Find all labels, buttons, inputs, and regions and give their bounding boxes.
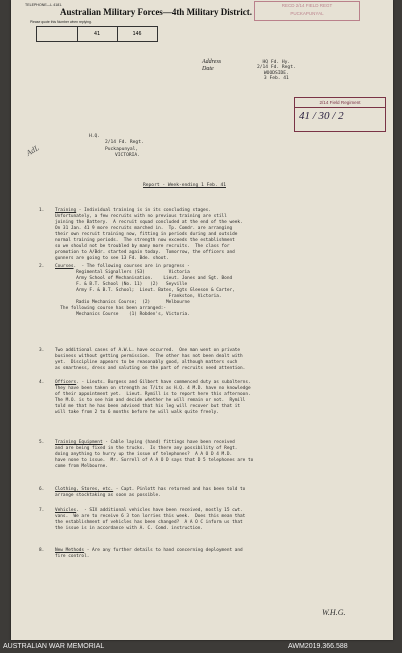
date-label: Date [202, 66, 214, 72]
section-line: vans. We are to receive 6 3 ton lorries this week. Does this mean that [55, 514, 246, 520]
report-section [39, 380, 251, 416]
reference-cell-empty [37, 27, 78, 41]
section-heading: New Methods [55, 548, 85, 553]
telephone-line: TELEPHONE—L 4181. [25, 3, 63, 7]
regiment-file-stamp [294, 97, 386, 132]
section-number: 6. [39, 487, 45, 492]
address-line: HQ Fd. Hy. [262, 60, 291, 65]
section-line: Unfortunately, a few recruits with no previous training are still [55, 214, 227, 220]
section-line: have none to issue. Mr. Sorrell of A A O D says that D 5 telephones are to [55, 458, 254, 464]
regiment-stamp-reference: 41 / 30 / 2 [299, 110, 344, 122]
section-line: so we should not be troubled by many more recruits. The class for [55, 244, 230, 250]
report-section [39, 487, 246, 499]
section-number: 1. [39, 208, 45, 213]
section-line-text: - Individual training is in its concluding stages. [76, 208, 211, 213]
recipient-line: H.Q. [89, 134, 101, 139]
section-number: 3. [39, 348, 45, 353]
section-line: Frankston, Victoria. [55, 294, 222, 300]
section-line-text: - Are any further details to hand concerning deployment and [84, 548, 243, 553]
section-line: arrange stocktaking as soon as possible. [55, 493, 161, 499]
section-line: Mechanics Course (1) Robden's, Victoria. [55, 312, 190, 318]
reference-number-box [36, 26, 158, 42]
report-section [39, 440, 254, 470]
address-line: WOODSIDE. [263, 70, 289, 76]
section-line-text: . - SIX additional vehicles have been received, mostly 15 cwt. [76, 508, 243, 513]
received-stamp [254, 1, 360, 21]
section-line: They have been taken on strength as T/Lts as H.Q. 4 M.D. have no knowledge [55, 386, 251, 392]
section-line: normal training periods. The strength now exceeds the establishment [55, 238, 235, 244]
section-line: joining the Battery. A recruit squad concluded at the end of the week. [55, 220, 243, 226]
address-line: 2/14 Fd. Regt. [257, 65, 296, 71]
signature: W.H.G. [322, 608, 346, 617]
section-heading: Vehicles [55, 508, 77, 513]
reference-cell-b: 146 [132, 31, 142, 37]
section-line: Army School of Mechanisation. Lieut. Jones and Sgt. Bond [55, 276, 233, 282]
section-line-text: . - The following courses are in progress - [73, 264, 190, 269]
section-heading: Clothing, Stores, etc. [55, 487, 114, 492]
archive-credit: AUSTRALIAN WAR MEMORIAL [3, 643, 105, 650]
section-line: On 31 Jan. 41 9 more recruits marched in. Tp. Comdr. are arranging [55, 226, 233, 232]
section-line: gunners are going to see 13 Fd. Bde. shoot. [55, 256, 169, 262]
section-line-text: - Cable laying (hand) fittings have been received [102, 440, 235, 445]
section-heading: Training [55, 208, 77, 213]
section-line: will take from 2 to 6 months before he will walk quite freely. [55, 410, 219, 416]
received-stamp-line2: PUCKAPUNYAL [290, 11, 324, 16]
section-line: Two additional cases of A.W.L. have occurred. One man went on private [55, 348, 241, 353]
section-line: fire control. [55, 554, 90, 560]
section-heading: Training Equipment [55, 440, 103, 445]
section-line-text: . - Lieuts. Burgess and Gilbert have commenced duty as subalterns. [76, 380, 251, 385]
section-line: promotion to A/Bdr. started again today. Tomorrow, the officers and [55, 250, 235, 256]
section-number: 4. [39, 380, 45, 385]
recipient-line: 2/14 Fd. Regt. [105, 140, 144, 146]
section-line: and are being fixed in the trucks. Is there any possibility of Regt. [55, 446, 238, 452]
report-section [39, 508, 246, 532]
received-stamp-line1: RECD 2/14 FIELD REGT [281, 3, 333, 8]
report-section [39, 548, 243, 560]
report-section [39, 264, 235, 318]
section-heading: Officers [55, 380, 77, 385]
section-line: yet. Discipline appears to be reasonably good, although matters such [55, 360, 238, 366]
section-line: business without getting permission. The other has not been dealt with [55, 354, 243, 360]
section-line: doing anything to hurry up the issue of telephones? A A O D 4 M.D. [55, 452, 233, 458]
section-heading: Courses [55, 264, 74, 269]
section-line: the establishment of vehicles has been changed? A A O C inform us that [55, 520, 243, 526]
document-page [11, 0, 393, 640]
regiment-stamp-title: 2/14 Field Regiment [295, 98, 385, 108]
address-line: 3 Feb. 41 [263, 76, 289, 82]
handwritten-initials: AdL [24, 143, 41, 158]
archive-item-number: AWM2019.366.588 [288, 643, 348, 650]
report-section [39, 348, 246, 372]
report-section [39, 208, 243, 262]
letterhead-title: Australian Military Forces—4th Military District. [60, 7, 253, 17]
section-number: 2. [39, 264, 45, 269]
section-line: The M.O. is to see him and decide whether he will remain or not. Rymill [55, 398, 246, 404]
section-line: told me that he has been advised that his leg will recover but that it [55, 404, 241, 410]
recipient-line: Puckapunyal, [105, 146, 139, 152]
address-label: Address [202, 59, 222, 65]
section-line: F. & B.T. School (No. 11) (2) Seyville [55, 282, 188, 288]
section-line: their own recruit training now, fitting in periods during and outside [55, 232, 238, 238]
section-line: Army F. & B.T. School; Lieut. Bates, Sgts Gleeson & Carter, [55, 288, 235, 294]
section-line: the issue is in accordance with A. C. Comd. instruction. [55, 526, 204, 532]
section-number: 8. [39, 548, 45, 553]
quote-number-note: Please quote this Number when replying. [30, 20, 92, 24]
report-title: Report - Week-ending 1 Feb. 41 [143, 183, 226, 188]
recipient-address [89, 134, 144, 160]
section-line: Regimental Signallers (S3) Victoria [55, 270, 190, 276]
section-line: of their appointment yet. Lieut. Rymill is to report here this afternoon. [55, 392, 251, 398]
sender-address [257, 60, 296, 82]
reference-cell-a: 41 [77, 27, 118, 41]
section-line-text: - Capt. Pinlott has returned and has been told to [113, 487, 246, 492]
section-line: The following course has been arranged:- [55, 306, 167, 312]
section-number: 7. [39, 508, 45, 513]
section-line: come from Melbourne. [55, 464, 108, 470]
section-number: 5. [39, 440, 45, 445]
section-line: as smartness, dress and saluting on the part of recruits need attention. [55, 366, 246, 372]
section-line: Radio Mechanics Course; (2) Melbourne [55, 300, 190, 306]
recipient-line: VICTORIA. [115, 153, 140, 159]
